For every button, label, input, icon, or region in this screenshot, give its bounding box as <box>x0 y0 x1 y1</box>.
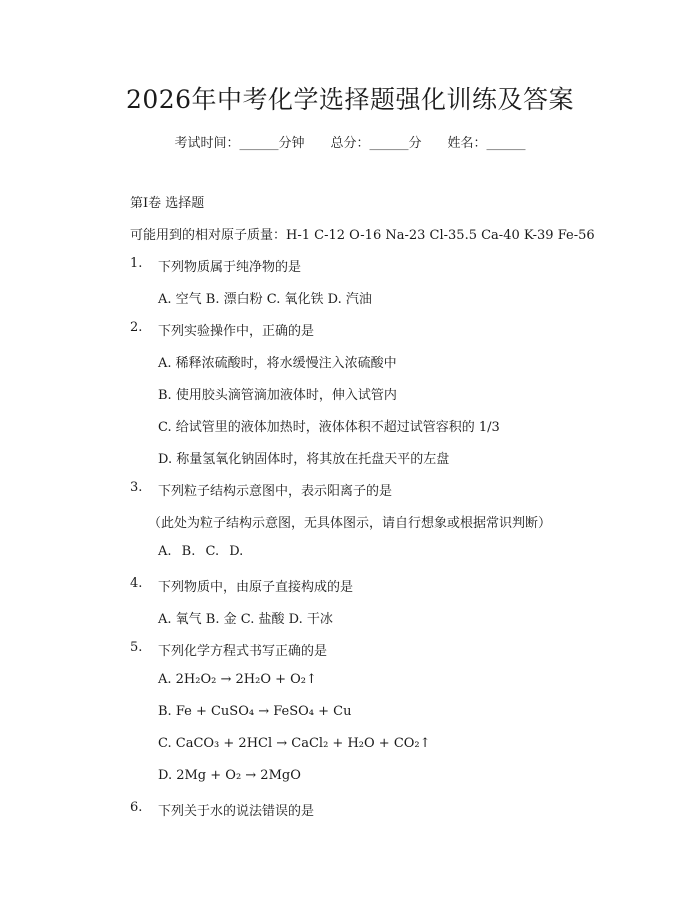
exam-meta <box>0 132 700 151</box>
total-score-field: 总分：______分 <box>330 136 422 151</box>
question-number: 4. <box>130 576 143 591</box>
question-option: A. 氧气 B. 金 C. 盐酸 D. 干冰 <box>158 612 333 627</box>
exam-time-field: 考试时间：______分钟 <box>174 136 305 151</box>
question-text: 下列化学方程式书写正确的是 <box>158 644 328 659</box>
question-option: B. 使用胶头滴管滴加液体时，伸入试管内 <box>158 388 397 403</box>
question-option: A. 2H₂O₂ → 2H₂O + O₂↑ <box>158 672 317 687</box>
question-option: A. 空气 B. 漂白粉 C. 氧化铁 D. 汽油 <box>158 292 372 307</box>
question-number: 2. <box>130 320 143 335</box>
question-note: （此处为粒子结构示意图，无具体图示，请自行想象或根据常识判断） <box>148 516 552 531</box>
atomic-masses-note: 可能用到的相对原子质量：H-1 C-12 O-16 Na-23 Cl-35.5 Ca-40 K-39 Fe-56 <box>130 228 595 243</box>
question-text: 下列物质中，由原子直接构成的是 <box>158 580 354 595</box>
question-option: A. B. C. D. <box>158 544 244 559</box>
question-option: C. CaCO₃ + 2HCl → CaCl₂ + H₂O + CO₂↑ <box>158 736 431 751</box>
student-name-field: 姓名：______ <box>447 136 526 151</box>
question-option: C. 给试管里的液体加热时，液体体积不超过试管容积的 1/3 <box>158 420 500 435</box>
question-option: A. 稀释浓硫酸时，将水缓慢注入浓硫酸中 <box>158 356 397 371</box>
question-number: 5. <box>130 640 143 655</box>
question-text: 下列关于水的说法错误的是 <box>158 804 315 819</box>
section-heading: 第Ⅰ卷 选择题 <box>130 196 205 211</box>
question-text: 下列物质属于纯净物的是 <box>158 260 302 275</box>
question-text: 下列粒子结构示意图中，表示阳离子的是 <box>158 484 393 499</box>
question-text: 下列实验操作中，正确的是 <box>158 324 315 339</box>
page-title: 2026年中考化学选择题强化训练及答案 <box>125 85 575 114</box>
question-number: 1. <box>130 256 143 271</box>
question-number: 6. <box>130 800 143 815</box>
question-number: 3. <box>130 480 143 495</box>
question-option: B. Fe + CuSO₄ → FeSO₄ + Cu <box>158 704 352 719</box>
question-option: D. 称量氢氧化钠固体时，将其放在托盘天平的左盘 <box>158 452 450 467</box>
question-option: D. 2Mg + O₂ → 2MgO <box>158 768 301 783</box>
